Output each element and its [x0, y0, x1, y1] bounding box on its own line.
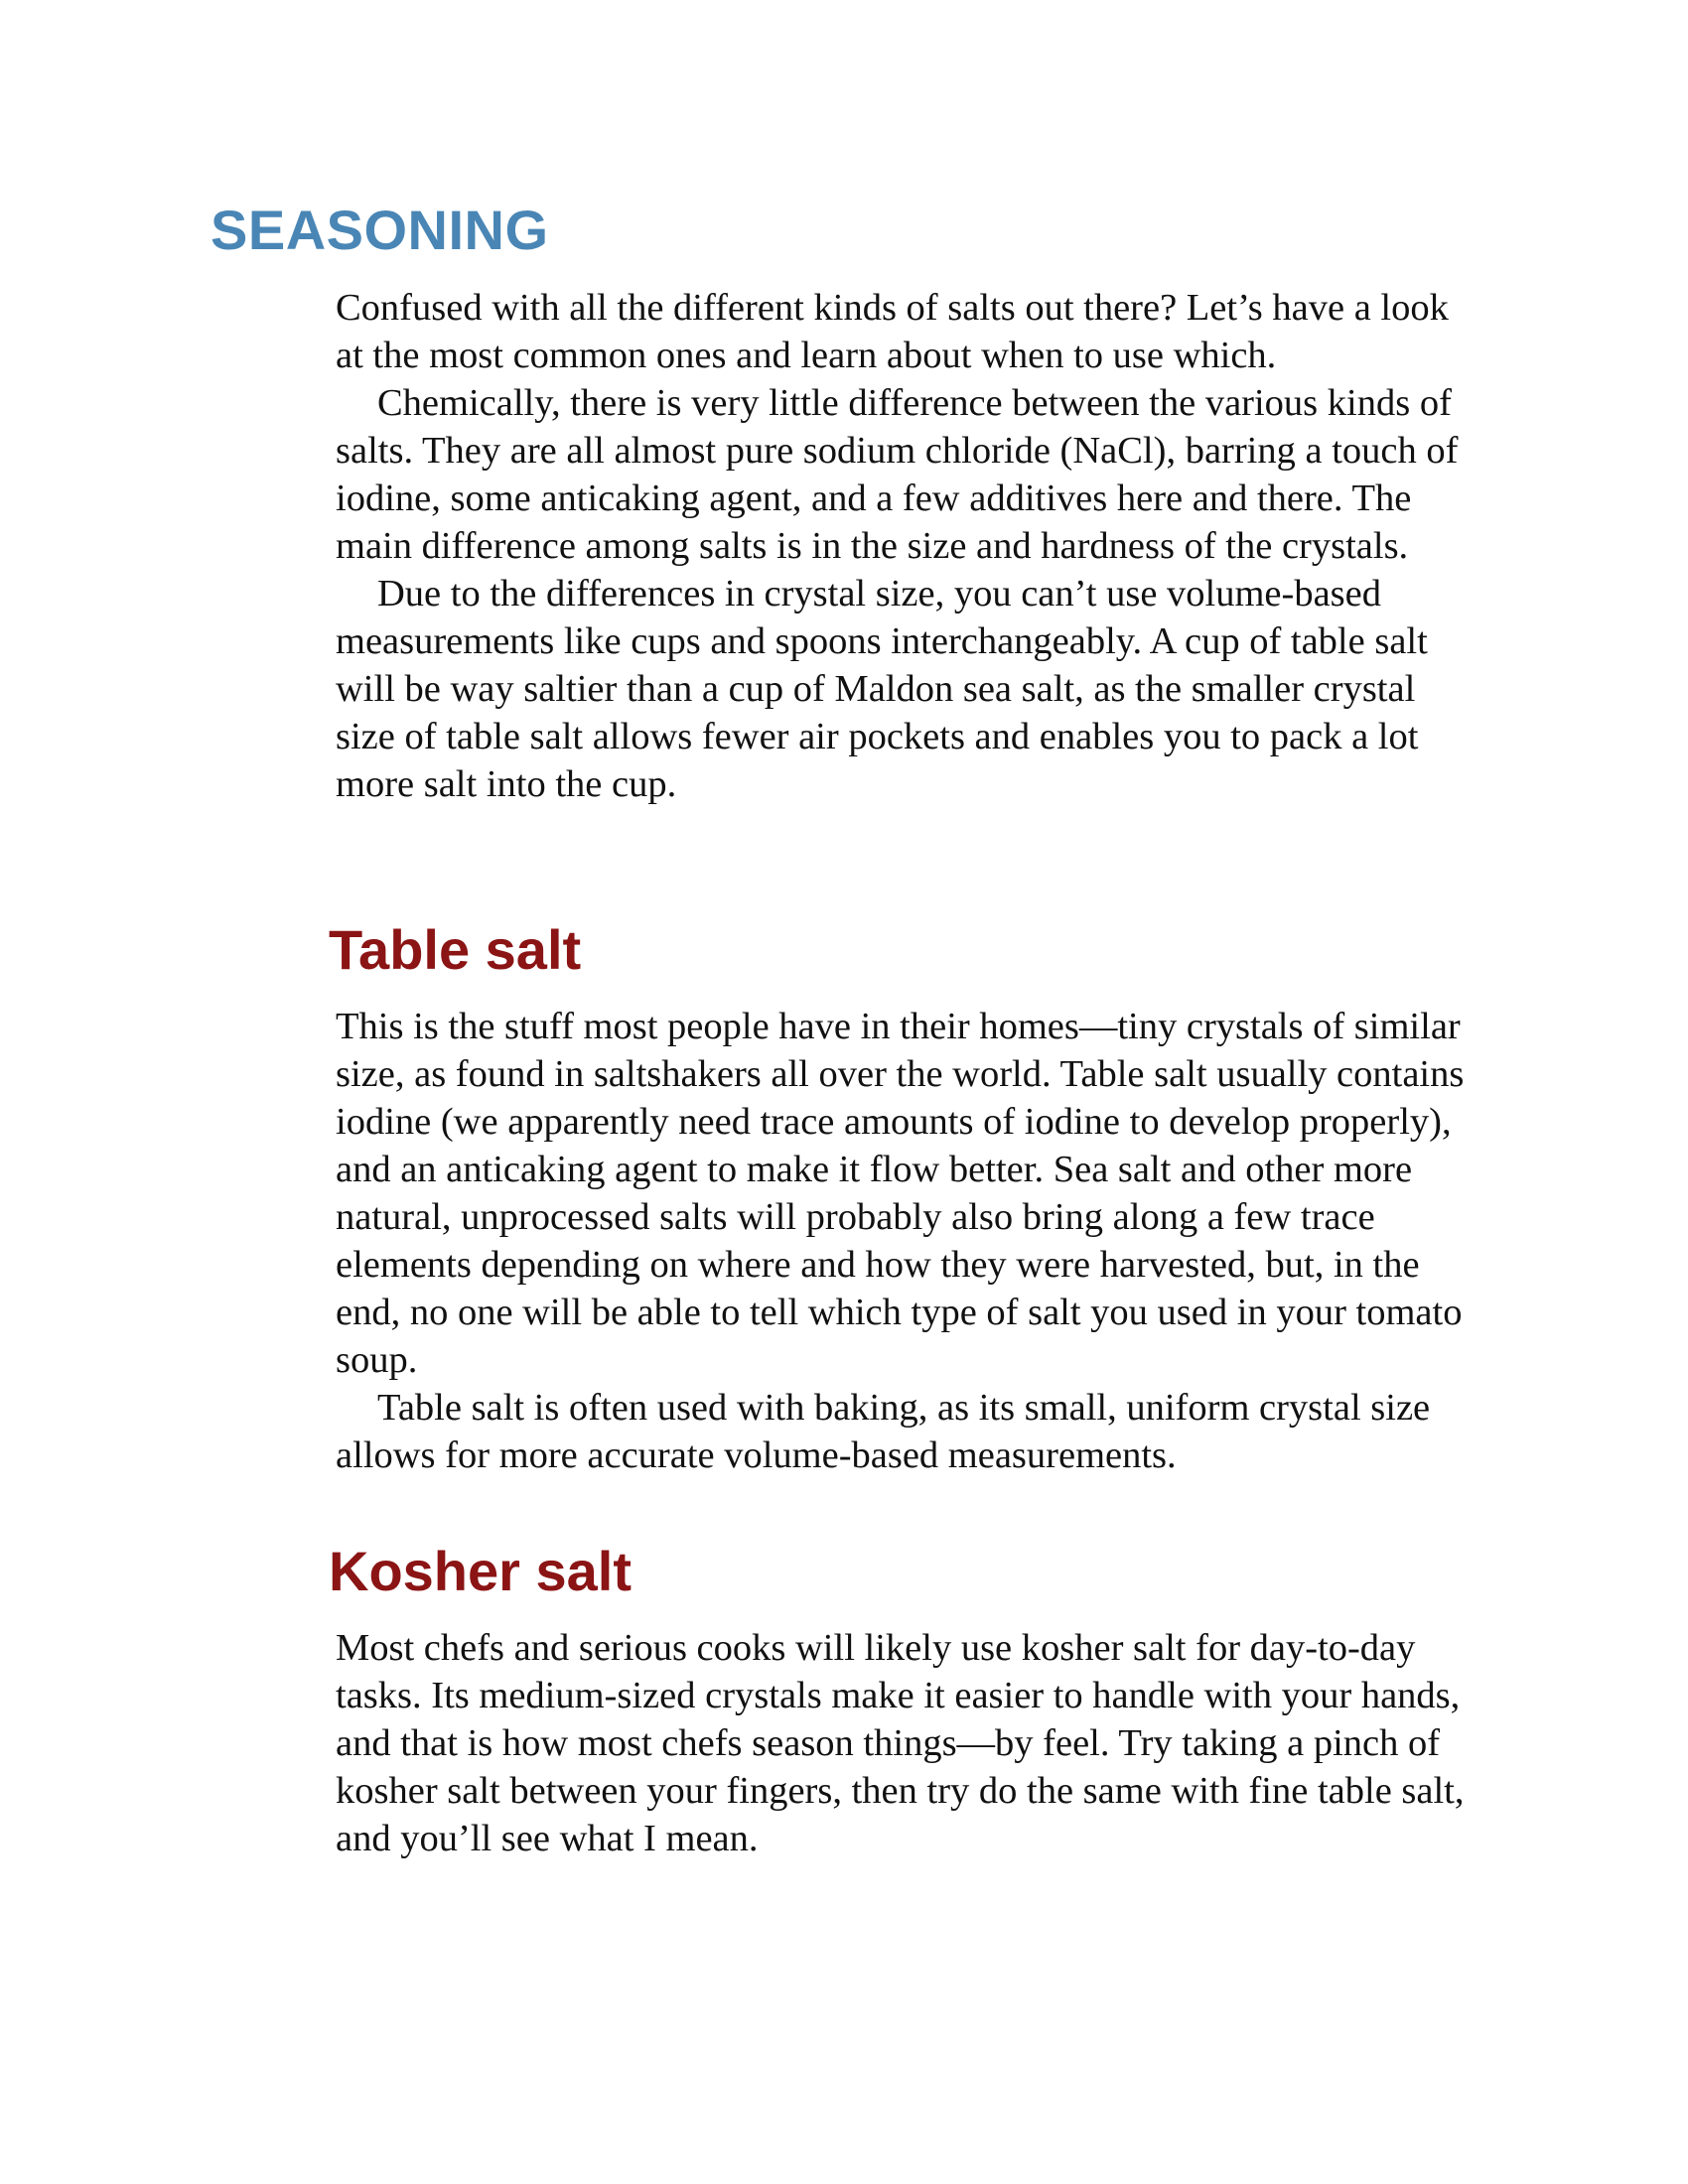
body-paragraph: Due to the differences in crystal size, you can’t use volume-based measurements like cups and spoons interchangeably. A cup of table salt will be way saltier than a cup of Maldon sea salt, as the smaller crystal size of table salt allows fewer air pockets and enables you to pack a lot more salt into the cup. [336, 573, 1428, 805]
body-paragraph: Table salt is often used with baking, as its small, uniform crystal size allows for more accurate volume-based measurements. [336, 1387, 1431, 1476]
body-paragraph: Chemically, there is very little difference between the various kinds of salts. They are all almost pure sodium chloride (NaCl), barring a touch of iodine, some anticaking agent, and a few additives here and there. The main difference among salts is in the size and hardness of the crystals. [336, 382, 1459, 567]
kosher-salt-text [336, 1624, 1477, 1862]
section-heading-kosher-salt: Kosher salt [329, 1540, 632, 1602]
section-heading-table-salt: Table salt [329, 918, 582, 981]
body-paragraph: Most chefs and serious cooks will likely use kosher salt for day-to-day tasks. Its medium-sized crystals make it easier to handle with your hands, and that is how most chefs season things—by feel. Try taking a pinch of kosher salt between your fingers, then try do the same with fine table salt, and you’ll see what I mean. [336, 1627, 1465, 1859]
intro-text [336, 284, 1477, 808]
table-salt-text [336, 1003, 1477, 1479]
chapter-title: SEASONING [211, 199, 549, 261]
body-paragraph: Confused with all the different kinds of salts out there? Let’s have a look at the most common ones and learn about when to use which. [336, 287, 1449, 376]
body-paragraph: This is the stuff most people have in their homes—tiny crystals of similar size, as found in saltshakers all over the world. Table salt usually contains iodine (we apparently need trace amounts of iodine to develop properly), and an anticaking agent to make it flow better. Sea salt and other more natural, unprocessed salts will probably also bring along a few trace elements depending on where and how they were harvested, but, in the end, no one will be able to tell which type of salt you used in your tomato soup. [336, 1006, 1465, 1381]
